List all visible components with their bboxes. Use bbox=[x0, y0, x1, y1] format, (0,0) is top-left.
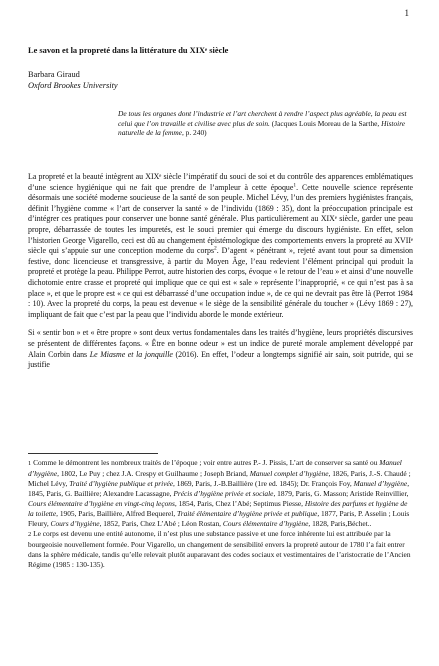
author-name: Barbara Giraud bbox=[28, 70, 80, 79]
fn1-title: Traité élémentaire d’hygiène privée et publique bbox=[177, 509, 318, 518]
fn1-text: , 1879, Paris, G. Masson; Aristide Reinvillier, bbox=[273, 489, 409, 498]
footnote-1-number: 1 bbox=[28, 460, 32, 467]
fn1-text: , 1845, Paris, G. Baillière; Alexandre Lacassagne, bbox=[28, 479, 410, 498]
paragraph-2 bbox=[28, 328, 413, 370]
fn1-title: Manuel d’hygiène bbox=[353, 479, 408, 488]
fn1-text: , 1905, Paris, Baillière, Alfred Bequerel, bbox=[56, 509, 178, 518]
fn1-text: , 1826, Paris, J.-S. Chaudé ; Michel Lévy, bbox=[28, 469, 411, 488]
page-number: 1 bbox=[404, 8, 409, 18]
epigraph-attribution-prefix: (Jacques Louis Moreau de la Sarthe, bbox=[271, 118, 382, 128]
p2-text-b: (2016). En effet, l’odeur a longtemps signifié air sain, soit putride, qui se justifie bbox=[28, 349, 413, 370]
fn1-text: , 1802, Le Puy ; chez J.A. Crespy et Guilhaume ; Joseph Briand, bbox=[57, 469, 250, 478]
fn1-text: Comme le démontrent les nombreux traités de l’époque ; voir entre autres P.- J. Pissis, L’art de conserver sa santé ou bbox=[31, 458, 380, 467]
body-text bbox=[28, 172, 413, 376]
fn1-text: , 1877, Paris, P. Asselin ; Louis Fleury, bbox=[28, 509, 410, 528]
author-affiliation: Oxford Brookes University bbox=[28, 81, 118, 90]
p1-text-a: La propreté et la beauté intègrent au XIXᵉ siècle l’impératif du souci de soi et du contrôle des apparences emblématiques d’une science hygiénique qui ne fait que prendre de l’ampleur à cette époque bbox=[28, 172, 413, 192]
fn1-title: Manuel d’hygiène bbox=[28, 458, 402, 478]
epigraph-attribution-title: Histoire naturelle de la femme bbox=[118, 118, 406, 138]
footnotes bbox=[28, 458, 413, 570]
paragraph-1 bbox=[28, 172, 413, 320]
footnote-1 bbox=[28, 458, 413, 529]
fn1-text: , 1869, Paris, J.-B.Baillière (1re ed. 1845); Dr. François Foy, bbox=[173, 479, 354, 488]
fn1-title: Histoire des parfums et hygiène de la toilette bbox=[28, 499, 408, 518]
fn1-title: Cours élémentaire d’hygiène bbox=[222, 519, 309, 528]
epigraph-quote: De tous les organes dont l’industrie et l’art cherchent à rendre l’aspect plus agréable, la peau est celui que l’on travaille et civilise avec plus de soin. bbox=[118, 109, 407, 128]
fn1-text: , 1854, Paris, Chez l’Abé; Septimus Piesse, bbox=[174, 499, 305, 508]
epigraph-attribution-suffix: , p. 240) bbox=[181, 128, 207, 138]
fn1-text: , 1828, Paris,Béchet.. bbox=[308, 519, 372, 528]
epigraph bbox=[118, 109, 418, 138]
fn1-title: Cours élémentaire d’hygiène en vingt-cinq leçons bbox=[28, 499, 175, 508]
footnote-ref-2: 2 bbox=[214, 245, 217, 252]
fn1-text: , 1852, Paris, Chez L’Abé ; Léon Rostan, bbox=[99, 519, 223, 528]
p2-text-a: Si « sentir bon » et « être propre » sont deux vertus fondamentales dans les traités d’hygiène, leurs propriétés discursives se présentent de différentes façons. « Être en bonne odeur » est un indice de pureté morale amplement développé par Alain Corbin dans bbox=[28, 328, 413, 359]
p1-text-c: . D’agent « pénétrant », rejeté avant tout pour sa dimension festive, donc licencieuse et transgressive, à partir du Moyen Âge, l’eau redevient l’élément principal qui produit la propreté et protège la peau. Philippe Perrot, autre historien des corps, évoque « le retour de l’eau » et ainsi d’une nouvelle dichotomie entre crasse et propreté qui implique que ce qui est « sale » représente l’inapproprié, « ce qui n’est pas à sa place », et que le propre est « ce qui est débarrassé d’une occupation indue », de ce qui ne devrait pas être là (Perrot 1984 : 10). Avec la propreté du corps, la peau est devenue « le siège de la sensibilité générale du toucher » (Lévy 1869 : 27), impliquant de fait que c’est par la peau que l’individu aborde le monde extérieur. bbox=[28, 246, 413, 319]
p2-book-title: Le Miasme et la jonquille bbox=[89, 349, 173, 359]
footnote-ref-1: 1 bbox=[293, 181, 297, 188]
fn1-title: Traité d’hygiène publique et privée bbox=[69, 479, 174, 488]
footnote-2-number: 2 bbox=[28, 531, 32, 538]
fn1-title: Précis d’hygiène privée et sociale bbox=[173, 489, 274, 498]
fn1-title: Cours d’hygiène bbox=[50, 519, 100, 528]
author-block bbox=[28, 69, 118, 91]
fn1-title: Manuel complet d’hygiène bbox=[249, 469, 329, 478]
p1-text-b: . Cette nouvelle science représente désormais une société moderne soucieuse de la santé de son peuple. Michel Lévy, l’un des premiers hygiénistes français, définit l’hygiène comme « l’art de conserver la santé » de l’individu (1869 : 35), dont la préoccupation principale est d’intégrer ces pratiques pour conserver une bonne santé générale. Plus particulièrement au XIXᵉ siècle, garder une peau propre, débarrassée de toutes les impuretés, est le souci premier qui émerge du discours hygiéniste. En effet, selon l’historien George Vigarello, ceci est dû au changement épistémologique des comportements envers la propreté au XVIIᵉ siècle qui s’appuie sur une conception moderne du corps bbox=[28, 182, 414, 256]
fn2-text: Le corps est devenu une entité autonome, il n’est plus une substance passive et une force inhérente lui est attribuée par la bourgeoisie nouvellement formée. Pour Vigarello, un changement de sensibilité envers la propreté autour de 1780 l’a fait entrer dans la sphère médicale, tandis qu’elle relevait plutôt auparavant des codes sociaux et vestimentaires de l’aristocratie de l’Ancien Régime (1985 : 130-135). bbox=[28, 529, 411, 569]
article-title: Le savon et la propreté dans la littérature du XIXᵉ siècle bbox=[28, 46, 229, 55]
footnote-separator bbox=[28, 453, 158, 454]
footnote-2 bbox=[28, 529, 413, 570]
